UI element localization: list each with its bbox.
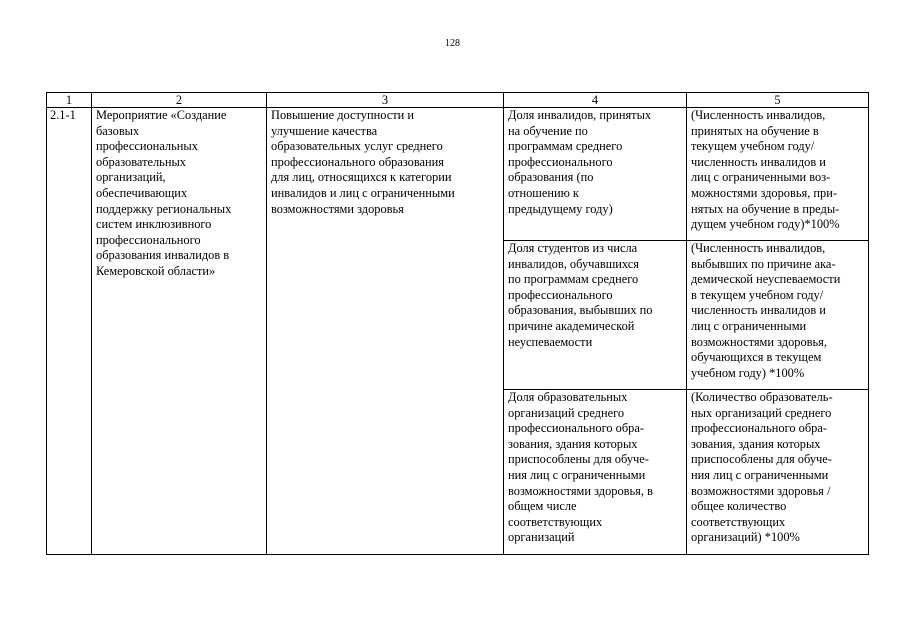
indicator-formula-cell: (Количество образователь- ных организаций среднего профессионального обра- зования, здания которых приспособлены для обуче- ния лиц с ограниченными возможностями здоровья / общее количество соответствующих организаций) *100% <box>687 390 869 555</box>
table-header-row <box>47 93 869 108</box>
column-header-5: 5 <box>687 93 869 108</box>
page-number: 128 <box>445 38 460 49</box>
column-header-1: 1 <box>47 93 92 108</box>
indicator-name-cell: Доля образовательных организаций среднего профессионального обра- зования, здания которых приспособлены для обуче- ния лиц с ограниченными возможностями здоровья, в общем числе соответствующих организаций <box>504 390 687 555</box>
column-header-3: 3 <box>267 93 504 108</box>
table-row <box>47 108 869 241</box>
indicator-formula-cell: (Численность инвалидов, принятых на обучение в текущем учебном году/ численность инвалидов и лиц с ограниченными воз- можностями здоровья, при- нятых на обучение в преды- дущем учебном году)*100% <box>687 108 869 241</box>
column-header-4: 4 <box>504 93 687 108</box>
indicator-name-cell: Доля инвалидов, принятых на обучение по программам среднего профессионального образования (по отношению к предыдущему году) <box>504 108 687 241</box>
goal-cell: Повышение доступности и улучшение качества образовательных услуг среднего профессионального образования для лиц, относящихся к категории инвалидов и лиц с ограниченными возможностями здоровья <box>267 108 504 555</box>
column-header-2: 2 <box>92 93 267 108</box>
indicators-table <box>46 92 869 555</box>
row-number-cell: 2.1-1 <box>47 108 92 555</box>
indicator-name-cell: Доля студентов из числа инвалидов, обучавшихся по программам среднего профессионального образования, выбывших по причине академической неуспеваемости <box>504 241 687 390</box>
indicator-formula-cell: (Численность инвалидов, выбывших по причине ака- демической неуспеваемости в текущем учебном году/ численность инвалидов и лиц с ограниченными возможностями здоровья, обучающихся в текущем учебном году) *100% <box>687 241 869 390</box>
activity-cell: Мероприятие «Создание базовых профессиональных образовательных организаций, обеспечивающих поддержку региональных систем инклюзивного профессионального образования инвалидов в Кемеровской области» <box>92 108 267 555</box>
